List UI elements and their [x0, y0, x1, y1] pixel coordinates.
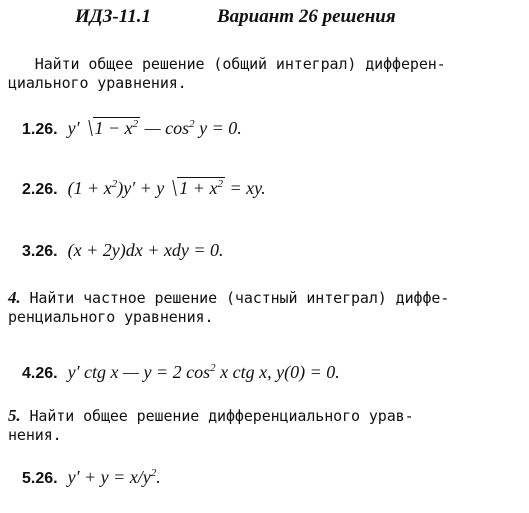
problem-4-26: 4.26. y′ ctg x — y = 2 $\cos^2 x$ ctg x, y(0) = 0. [22, 362, 340, 382]
problem-number: 4.26. [22, 365, 58, 382]
section-number: 4. [8, 288, 21, 307]
sqrt-symbol: $1 + x^2$ [166, 176, 225, 200]
problem-5-26: 5.26. $y' + y = x/y^2$. [22, 467, 161, 487]
task-instruction-general: Найти общее решение (общий интеграл) дифферен- циального уравнения. [8, 55, 446, 92]
sqrt-symbol: $1 - x^2$ [82, 116, 141, 140]
variant-title: Вариант 26 решения [217, 6, 396, 27]
task-instruction-particular: 4. Найти частное решение (частный интеграл) диффе- ренциального уравнения. [8, 288, 450, 326]
problem-number: 1.26. [22, 121, 58, 138]
problem-3-26: 3.26. (x + 2y)dx + xdy = 0. [22, 240, 224, 260]
problem-1-26: 1.26. y′ $1 - x^2$ — $\cos^2 y = 0$. [22, 118, 242, 138]
problem-number: 2.26. [22, 181, 58, 198]
document-header [75, 6, 515, 28]
assignment-id: ИДЗ-11.1 [75, 6, 151, 27]
problem-number: 3.26. [22, 243, 58, 260]
task-instruction-general-2: 5. Найти общее решение дифференциального урав- нения. [8, 406, 414, 444]
problem-number: 5.26. [22, 470, 58, 487]
problem-2-26: 2.26. $(1 + x^2)y' + y$ $1 + x^2$ = xy. [22, 178, 266, 198]
section-number: 5. [8, 406, 21, 425]
